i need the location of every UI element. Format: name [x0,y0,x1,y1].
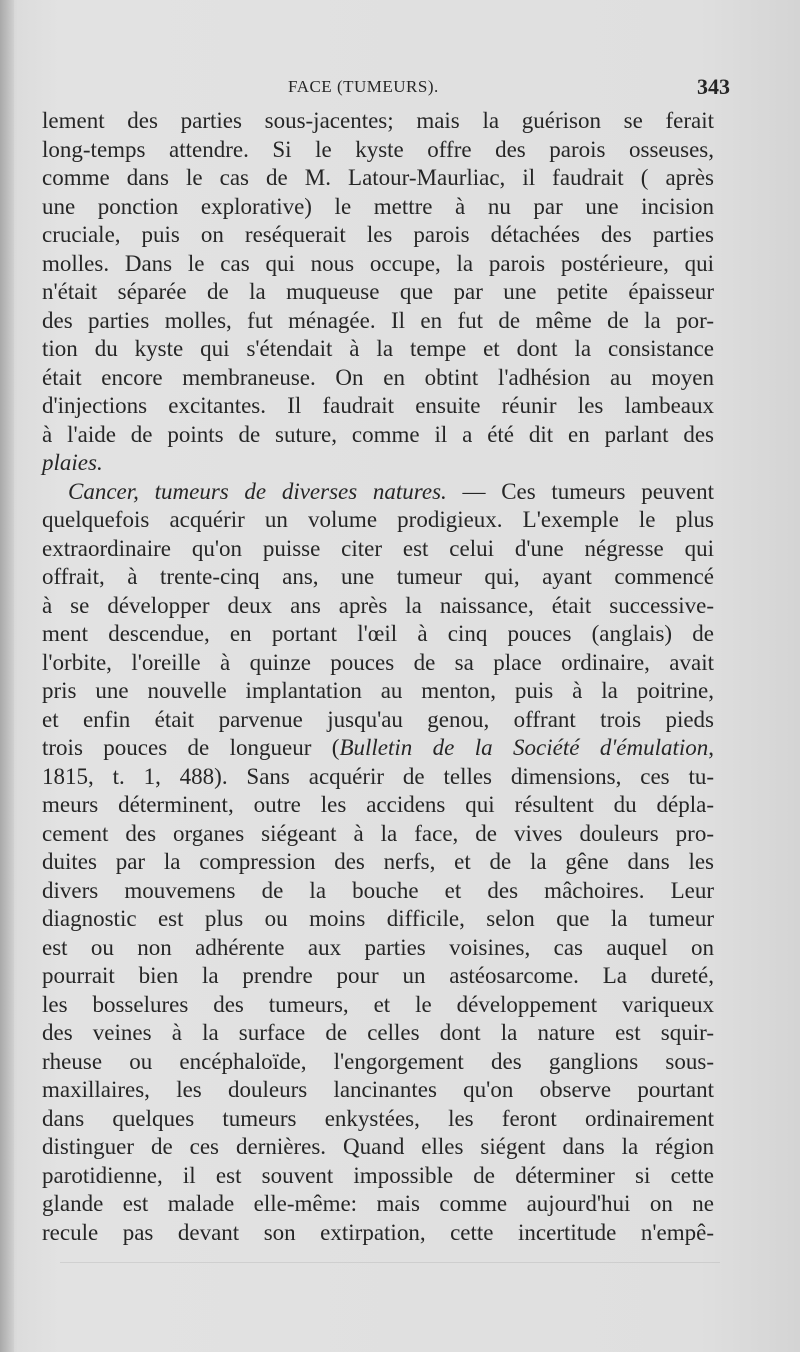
text-line: l'orbite, l'oreille à quinze pouces de sa place ordinaire, avait [42,649,714,675]
text-line: cruciale, puis on reséquerait les parois détachées des parties [42,222,714,247]
text-line: 1815, t. 1, 488). Sans acquérir de telles dimensions, ces tu- [42,763,714,789]
text-line: pourrait bien la prendre pour un astéosarcome. La dureté, [42,963,714,988]
text-line: dans quelques tumeurs enkystées, les feront ordinairement [42,1105,714,1131]
text-line: les bosselures des tumeurs, et le développement variqueux [42,991,714,1017]
text-line: ment descendue, en portant l'œil à cinq pouces (anglais) de [42,621,714,646]
text-line: des veines à la surface de celles dont la nature est squir- [42,1020,714,1045]
text-line: pris une nouvelle implantation au menton, puis à la poitrine, [42,678,714,703]
text-line: recule pas devant son extirpation, cette incertitude n'empê- [42,1219,714,1245]
running-title: FACE (TUMEURS). [288,77,439,96]
text-line: est ou non adhérente aux parties voisines, cas auquel on [42,934,714,960]
paragraph-heading-rest: — Ces tumeurs peuvent [446,478,714,504]
text-line: à se développer deux ans après la naissance, était successive- [42,592,714,618]
text-line: lement des parties sous-jacentes; mais la guérison se ferait [42,108,714,133]
page-gutter [0,0,14,1352]
text-line: tion du kyste qui s'étendait à la tempe et dont la consistance [42,336,714,361]
text-line: cement des organes siégeant à la face, de vives douleurs pro- [42,820,714,846]
paragraph-heading: Cancer, tumeurs de diverses natures. [68,478,447,504]
text-line: quelquefois acquérir un volume prodigieux. L'exemple le plus [42,507,714,532]
text-line: comme dans le cas de M. Latour-Maurliac, il faudrait ( après [42,165,714,190]
citation-pre: trois pouces de longueur ( [42,735,340,760]
text-line: et enfin était parvenue jusqu'au genou, offrant trois pieds [42,706,714,732]
citation-post: , [708,735,714,760]
text-line: molles. Dans le cas qui nous occupe, la parois postérieure, qui [42,250,714,276]
text-line: extraordinaire qu'on puisse citer est celui d'une négresse qui [42,535,714,561]
bleed-through [60,1262,720,1283]
text-line: distinguer de ces dernières. Quand elles siégent dans la région [42,1134,714,1159]
citation-title: Bulletin de la Société d'émulation [339,735,709,760]
text-line: parotidienne, il est souvent impossible de déterminer si cette [42,1162,714,1188]
text-line: rheuse ou encéphaloïde, l'engorgement des ganglions sous- [42,1048,714,1074]
text-line: à l'aide de points de suture, comme il a été dit en parlant des [42,421,714,447]
text-line: meurs déterminent, outre les accidens qui résultent du dépla- [42,792,714,817]
text-line: maxillaires, les douleurs lancinantes qu'on observe pourtant [42,1077,714,1102]
text-line: long-temps attendre. Si le kyste offre des parois osseuses, [42,136,714,162]
citation-line [42,734,714,763]
text-line: était encore membraneuse. On en obtint l'adhésion au moyen [42,364,714,390]
text-line: des parties molles, fut ménagée. Il en fut de même de la por- [42,307,714,333]
body-text [42,107,714,1247]
text-line: une ponction explorative) le mettre à nu par une incision [42,193,714,219]
page-number: 343 [697,74,730,99]
text-line: glande est malade elle-même: mais comme aujourd'hui on ne [42,1191,714,1216]
text-line: n'était séparée de la muqueuse que par une petite épaisseur [42,279,714,304]
text-line-italic: plaies. [42,450,103,475]
text-line: divers mouvemens de la bouche et des mâchoires. Leur [42,877,714,903]
text-line: diagnostic est plus ou moins difficile, selon que la tumeur [42,906,714,931]
paragraph-heading-line [42,478,714,507]
text-line: offrait, à trente-cinq ans, une tumeur qui, ayant commencé [42,564,714,589]
text-line: d'injections excitantes. Il faudrait ensuite réunir les lambeaux [42,393,714,418]
page-header [40,74,730,104]
text-line: duites par la compression des nerfs, et de la gêne dans les [42,849,714,874]
